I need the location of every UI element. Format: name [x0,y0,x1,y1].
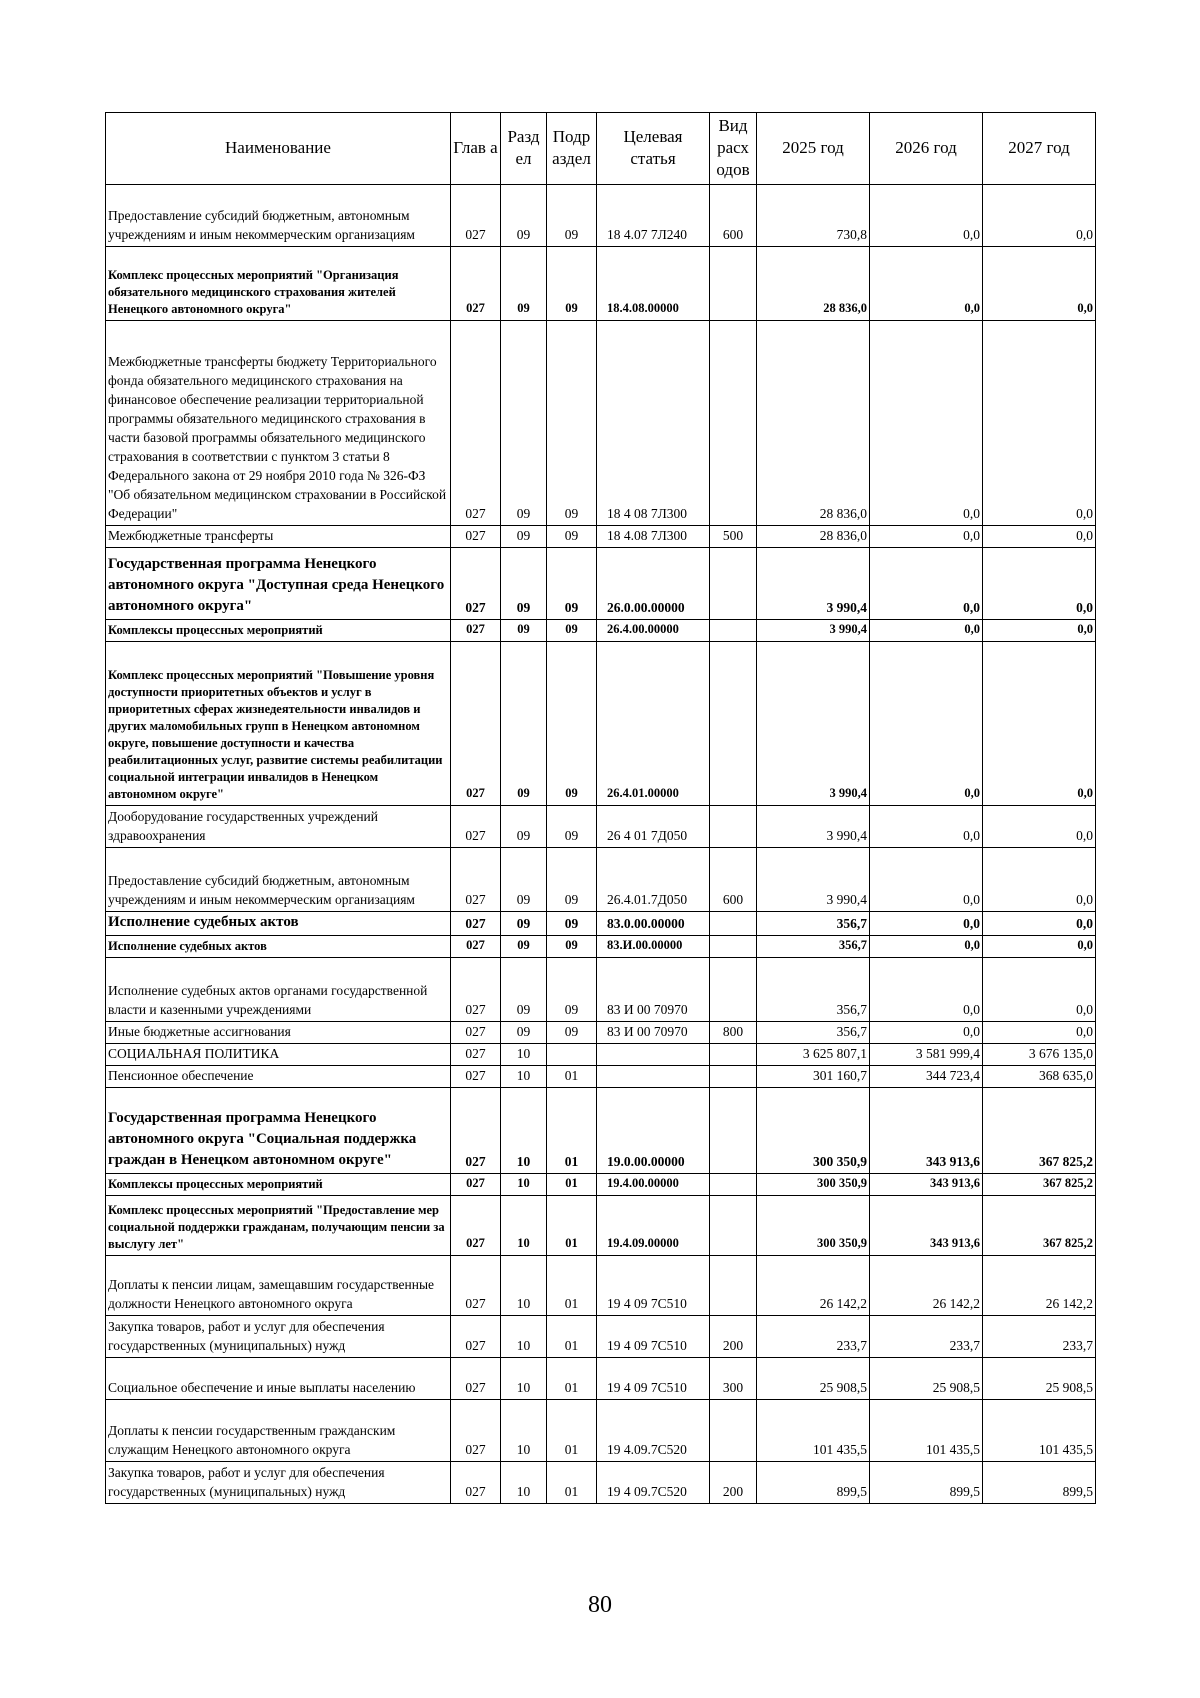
cell-glava: 027 [451,1088,501,1174]
cell-razdel: 09 [501,321,547,526]
table-row [106,247,1096,321]
table-row [106,936,1096,958]
cell-razdel: 10 [501,1044,547,1066]
cell-2025: 233,7 [757,1316,870,1358]
cell-expense-type: 600 [710,185,757,247]
cell-podrazdel: 09 [547,936,597,958]
cell-2026: 343 913,6 [870,1174,983,1196]
cell-2027: 25 908,5 [983,1358,1096,1400]
cell-2027: 0,0 [983,806,1096,848]
cell-razdel: 09 [501,185,547,247]
header-podrazdel: Подр аздел [547,113,597,185]
cell-2027: 367 825,2 [983,1088,1096,1174]
cell-glava: 027 [451,526,501,548]
table-body [106,185,1096,1504]
cell-expense-type [710,1174,757,1196]
table-row [106,806,1096,848]
cell-razdel: 10 [501,1066,547,1088]
table-row [106,1196,1096,1256]
cell-expense-type [710,321,757,526]
header-2025: 2025 год [757,113,870,185]
cell-target-article [597,1066,710,1088]
cell-2027: 0,0 [983,848,1096,912]
cell-2027: 367 825,2 [983,1196,1096,1256]
page-number: 80 [588,1592,612,1618]
cell-razdel: 10 [501,1316,547,1358]
cell-expense-type [710,958,757,1022]
cell-razdel: 09 [501,1022,547,1044]
table-row [106,912,1096,936]
cell-2026: 0,0 [870,806,983,848]
cell-name: Межбюджетные трансферты бюджету Территориального фонда обязательного медицинского страхования на финансовое обеспечение реализации территориальной программы обязательного медицинского страхования в части базовой программы обязательного медицинского страхования в соответствии с пунктом 3 статьи 8 Федерального закона от 29 ноября 2010 года № 326-ФЗ "Об обязательном медицинском страховании в Российской Федерации" [106,321,451,526]
cell-2027: 0,0 [983,642,1096,806]
cell-target-article: 19.0.00.00000 [597,1088,710,1174]
cell-2025: 301 160,7 [757,1066,870,1088]
cell-name: Комплекс процессных мероприятий "Предоставление мер социальной поддержки гражданам, получающим пенсии за выслугу лет" [106,1196,451,1256]
cell-2027: 0,0 [983,321,1096,526]
cell-target-article: 19 4.09.7С520 [597,1400,710,1462]
cell-2027: 899,5 [983,1462,1096,1504]
cell-target-article [597,1044,710,1066]
cell-2027: 367 825,2 [983,1174,1096,1196]
cell-2025: 356,7 [757,936,870,958]
table-row [106,1174,1096,1196]
cell-target-article: 26.4.01.00000 [597,642,710,806]
cell-glava: 027 [451,1358,501,1400]
cell-razdel: 10 [501,1462,547,1504]
cell-2026: 343 913,6 [870,1196,983,1256]
cell-name: Комплексы процессных мероприятий [106,620,451,642]
cell-razdel: 09 [501,642,547,806]
cell-glava: 027 [451,1256,501,1316]
table-row [106,848,1096,912]
cell-2025: 356,7 [757,1022,870,1044]
cell-expense-type [710,912,757,936]
cell-expense-type [710,1088,757,1174]
cell-target-article: 19 4 09 7С510 [597,1358,710,1400]
cell-glava: 027 [451,185,501,247]
cell-2027: 0,0 [983,548,1096,620]
cell-glava: 027 [451,1400,501,1462]
cell-razdel: 09 [501,806,547,848]
cell-2025: 25 908,5 [757,1358,870,1400]
cell-expense-type [710,1400,757,1462]
cell-name: Комплекс процессных мероприятий "Организация обязательного медицинского страхования жителей Ненецкого автономного округа" [106,247,451,321]
cell-expense-type [710,1196,757,1256]
cell-target-article: 26.4.00.00000 [597,620,710,642]
cell-podrazdel: 09 [547,912,597,936]
cell-expense-type: 300 [710,1358,757,1400]
cell-podrazdel: 09 [547,526,597,548]
cell-2027: 3 676 135,0 [983,1044,1096,1066]
cell-expense-type: 500 [710,526,757,548]
cell-podrazdel: 09 [547,958,597,1022]
cell-target-article: 19 4 09.7С520 [597,1462,710,1504]
cell-razdel: 09 [501,247,547,321]
cell-target-article: 19 4 09 7С510 [597,1256,710,1316]
cell-target-article: 19.4.00.00000 [597,1174,710,1196]
cell-2027: 26 142,2 [983,1256,1096,1316]
header-expense-type: Вид расх одов [710,113,757,185]
cell-podrazdel [547,1044,597,1066]
cell-2025: 28 836,0 [757,321,870,526]
cell-2026: 0,0 [870,848,983,912]
cell-target-article: 19.4.09.00000 [597,1196,710,1256]
cell-podrazdel: 09 [547,548,597,620]
cell-target-article: 83.0.00.00000 [597,912,710,936]
cell-podrazdel: 01 [547,1088,597,1174]
table-row [106,185,1096,247]
cell-2027: 0,0 [983,620,1096,642]
cell-glava: 027 [451,806,501,848]
cell-glava: 027 [451,321,501,526]
cell-2026: 0,0 [870,1022,983,1044]
cell-expense-type: 600 [710,848,757,912]
table-row [106,1088,1096,1174]
cell-2026: 344 723,4 [870,1066,983,1088]
cell-name: Закупка товаров, работ и услуг для обеспечения государственных (муниципальных) нужд [106,1462,451,1504]
cell-expense-type [710,1066,757,1088]
cell-2027: 0,0 [983,247,1096,321]
cell-podrazdel: 01 [547,1400,597,1462]
cell-2025: 3 625 807,1 [757,1044,870,1066]
cell-target-article: 26.4.01.7Д050 [597,848,710,912]
cell-target-article: 18.4.08.00000 [597,247,710,321]
cell-name: Закупка товаров, работ и услуг для обеспечения государственных (муниципальных) нужд [106,1316,451,1358]
cell-glava: 027 [451,620,501,642]
cell-razdel: 10 [501,1256,547,1316]
cell-glava: 027 [451,1044,501,1066]
cell-target-article: 18 4 08 7Л300 [597,321,710,526]
cell-expense-type [710,936,757,958]
cell-expense-type [710,806,757,848]
cell-2026: 0,0 [870,247,983,321]
cell-glava: 027 [451,936,501,958]
budget-table [105,112,1096,1504]
cell-glava: 027 [451,548,501,620]
cell-expense-type [710,1256,757,1316]
cell-name: Пенсионное обеспечение [106,1066,451,1088]
cell-razdel: 10 [501,1400,547,1462]
cell-target-article: 26 4 01 7Д050 [597,806,710,848]
cell-2026: 899,5 [870,1462,983,1504]
cell-name: Доплаты к пенсии государственным гражданским служащим Ненецкого автономного округа [106,1400,451,1462]
cell-2025: 730,8 [757,185,870,247]
cell-2026: 101 435,5 [870,1400,983,1462]
cell-2027: 233,7 [983,1316,1096,1358]
cell-razdel: 10 [501,1196,547,1256]
header-2027: 2027 год [983,113,1096,185]
cell-2026: 0,0 [870,958,983,1022]
table-row [106,1022,1096,1044]
cell-2026: 0,0 [870,526,983,548]
cell-name: Социальное обеспечение и иные выплаты населению [106,1358,451,1400]
cell-2025: 356,7 [757,958,870,1022]
cell-glava: 027 [451,1196,501,1256]
table-row [106,1044,1096,1066]
cell-2027: 0,0 [983,185,1096,247]
cell-glava: 027 [451,1022,501,1044]
cell-expense-type [710,642,757,806]
cell-expense-type [710,247,757,321]
header-row [106,113,1096,185]
cell-expense-type: 800 [710,1022,757,1044]
cell-razdel: 10 [501,1358,547,1400]
cell-name: Комплекс процессных мероприятий "Повышение уровня доступности приоритетных объектов и услуг в приоритетных сферах жизнедеятельности инвалидов и других маломобильных групп в Ненецком автономном округе, повышение доступности и качества реабилитационных услуг, развитие системы реабилитации социальной интеграции инвалидов в Ненецком автономном округе" [106,642,451,806]
cell-podrazdel: 09 [547,321,597,526]
cell-podrazdel: 01 [547,1358,597,1400]
cell-name: Доплаты к пенсии лицам, замещавшим государственные должности Ненецкого автономного округа [106,1256,451,1316]
table-row [106,1462,1096,1504]
cell-name: СОЦИАЛЬНАЯ ПОЛИТИКА [106,1044,451,1066]
cell-name: Дооборудование государственных учреждений здравоохранения [106,806,451,848]
header-glava: Глав а [451,113,501,185]
cell-target-article: 19 4 09 7С510 [597,1316,710,1358]
cell-2025: 28 836,0 [757,526,870,548]
cell-glava: 027 [451,912,501,936]
table-row [106,526,1096,548]
cell-glava: 027 [451,247,501,321]
cell-name: Иные бюджетные ассигнования [106,1022,451,1044]
cell-name: Исполнение судебных актов [106,936,451,958]
table-row [106,1316,1096,1358]
cell-2026: 343 913,6 [870,1088,983,1174]
cell-razdel: 09 [501,526,547,548]
cell-name: Государственная программа Ненецкого автономного округа "Социальная поддержка граждан в Ненецком автономном округе" [106,1088,451,1174]
cell-name: Межбюджетные трансферты [106,526,451,548]
cell-name: Исполнение судебных актов [106,912,451,936]
cell-glava: 027 [451,958,501,1022]
cell-glava: 027 [451,1174,501,1196]
cell-podrazdel: 01 [547,1462,597,1504]
table-row [106,620,1096,642]
cell-2025: 300 350,9 [757,1174,870,1196]
cell-expense-type [710,620,757,642]
cell-expense-type: 200 [710,1316,757,1358]
cell-podrazdel: 09 [547,642,597,806]
cell-2027: 0,0 [983,912,1096,936]
cell-2025: 3 990,4 [757,806,870,848]
cell-glava: 027 [451,642,501,806]
cell-2027: 0,0 [983,526,1096,548]
cell-2025: 3 990,4 [757,548,870,620]
cell-2026: 0,0 [870,642,983,806]
cell-name: Исполнение судебных актов органами государственной власти и казенными учреждениями [106,958,451,1022]
cell-glava: 027 [451,848,501,912]
cell-2027: 0,0 [983,958,1096,1022]
cell-target-article: 18 4.08 7Л300 [597,526,710,548]
cell-2026: 0,0 [870,321,983,526]
cell-2026: 3 581 999,4 [870,1044,983,1066]
cell-podrazdel: 09 [547,620,597,642]
cell-podrazdel: 01 [547,1066,597,1088]
cell-razdel: 09 [501,620,547,642]
cell-2025: 3 990,4 [757,848,870,912]
cell-expense-type [710,548,757,620]
cell-target-article: 83 И 00 70970 [597,1022,710,1044]
cell-razdel: 09 [501,912,547,936]
cell-target-article: 18 4.07 7Л240 [597,185,710,247]
cell-2027: 0,0 [983,1022,1096,1044]
cell-2026: 25 908,5 [870,1358,983,1400]
cell-razdel: 09 [501,548,547,620]
cell-razdel: 10 [501,1088,547,1174]
cell-razdel: 10 [501,1174,547,1196]
cell-name: Комплексы процессных мероприятий [106,1174,451,1196]
cell-podrazdel: 01 [547,1316,597,1358]
table-row [106,1400,1096,1462]
cell-2027: 101 435,5 [983,1400,1096,1462]
cell-name: Государственная программа Ненецкого автономного округа "Доступная среда Ненецкого автономного округа" [106,548,451,620]
cell-podrazdel: 01 [547,1196,597,1256]
cell-razdel: 09 [501,936,547,958]
cell-2026: 0,0 [870,936,983,958]
cell-2026: 0,0 [870,185,983,247]
cell-2026: 0,0 [870,620,983,642]
cell-razdel: 09 [501,958,547,1022]
cell-2025: 3 990,4 [757,642,870,806]
cell-2025: 28 836,0 [757,247,870,321]
header-target-article: Целевая статья [597,113,710,185]
cell-2027: 0,0 [983,936,1096,958]
header-razdel: Разд ел [501,113,547,185]
cell-podrazdel: 09 [547,185,597,247]
cell-2025: 899,5 [757,1462,870,1504]
cell-2026: 233,7 [870,1316,983,1358]
cell-glava: 027 [451,1316,501,1358]
cell-2025: 101 435,5 [757,1400,870,1462]
cell-podrazdel: 09 [547,848,597,912]
cell-2025: 300 350,9 [757,1196,870,1256]
cell-expense-type: 200 [710,1462,757,1504]
cell-2026: 0,0 [870,912,983,936]
cell-2025: 3 990,4 [757,620,870,642]
table-row [106,1358,1096,1400]
cell-2026: 26 142,2 [870,1256,983,1316]
cell-glava: 027 [451,1462,501,1504]
table-row [106,642,1096,806]
cell-2025: 356,7 [757,912,870,936]
cell-2027: 368 635,0 [983,1066,1096,1088]
cell-podrazdel: 01 [547,1174,597,1196]
cell-2025: 26 142,2 [757,1256,870,1316]
cell-2025: 300 350,9 [757,1088,870,1174]
header-2026: 2026 год [870,113,983,185]
cell-target-article: 83 И 00 70970 [597,958,710,1022]
cell-target-article: 26.0.00.00000 [597,548,710,620]
cell-glava: 027 [451,1066,501,1088]
cell-podrazdel: 09 [547,806,597,848]
table-row [106,958,1096,1022]
table-row [106,1256,1096,1316]
cell-podrazdel: 09 [547,247,597,321]
cell-podrazdel: 01 [547,1256,597,1316]
cell-name: Предоставление субсидий бюджетным, автономным учреждениям и иным некоммерческим организациям [106,848,451,912]
cell-podrazdel: 09 [547,1022,597,1044]
header-name: Наименование [106,113,451,185]
table-row [106,1066,1096,1088]
cell-name: Предоставление субсидий бюджетным, автономным учреждениям и иным некоммерческим организациям [106,185,451,247]
table-row [106,548,1096,620]
cell-razdel: 09 [501,848,547,912]
cell-2026: 0,0 [870,548,983,620]
cell-target-article: 83.И.00.00000 [597,936,710,958]
cell-expense-type [710,1044,757,1066]
table-row [106,321,1096,526]
